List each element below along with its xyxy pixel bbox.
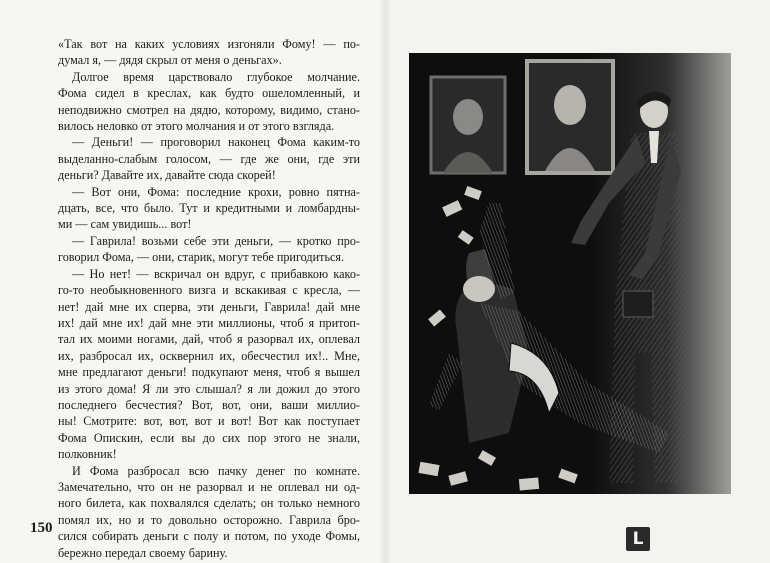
book-gutter bbox=[378, 0, 392, 563]
text-line: помял их, но и то довольно осторожно. Гаврила бро- bbox=[58, 512, 360, 527]
text-line: нет! дай мне их сперва, эти деньги, Гаврила! дай мне bbox=[58, 299, 360, 314]
text-line: мне предлагают деньги! подкупают меня, чтоб я вышел bbox=[58, 365, 360, 380]
page-text bbox=[58, 36, 360, 561]
text-line: полковник! bbox=[58, 447, 117, 462]
text-line: из этого дома! Я ли это слышал? я ли дожил до этого bbox=[58, 381, 360, 396]
text-line: выделанно-слабым голосом, — где же они, где эти bbox=[58, 151, 360, 166]
text-line: — Деньги! — проговорил наконец Фома каким-то bbox=[72, 135, 360, 150]
text-line: последнего бесчестия? Вот, вот, они, ваши миллио- bbox=[58, 397, 360, 412]
text-line: — Вот они, Фома: последние крохи, ровно пятна- bbox=[72, 184, 360, 199]
text-line: неподвижно смотрел на дядю, которому, видимо, стано- bbox=[58, 102, 360, 117]
text-line: го-то необыкновенного визга и вскакивая с кресла, — bbox=[58, 283, 360, 298]
page-number: 150 bbox=[30, 520, 53, 536]
side-box bbox=[623, 291, 653, 317]
text-line: «Так вот на каких условиях изгоняли Фому! — по- bbox=[58, 37, 360, 51]
text-line: — Но нет! — вскричал он вдруг, с прибавкою како- bbox=[72, 266, 360, 281]
portrait-frame-left bbox=[431, 77, 505, 173]
engraving-drawing bbox=[409, 53, 731, 494]
text-line: сился собирать деньги с полу и потом, по уходе Фомы, bbox=[58, 529, 360, 544]
text-line: Фома сидел в креслах, как будто ошеломленный, и bbox=[58, 86, 360, 101]
text-line: Долгое время царствовало глубокое молчание. bbox=[72, 69, 360, 84]
text-line: Фома Опискин, если вы до сих пор этого не знали, bbox=[58, 430, 360, 445]
text-line: Замечательно, что он не разорвал и не оплевал ни од- bbox=[58, 479, 360, 494]
text-line: тал их моими ногами, дай, чтоб я разорвал их, оплевал bbox=[58, 332, 360, 347]
text-line: И Фома разбросал всю пачку денег по комнате. bbox=[72, 463, 360, 478]
portrait-frame-right bbox=[527, 61, 613, 173]
text-line: ного билета, как похвалялся сделать; он только немного bbox=[58, 496, 360, 511]
text-line: говорил Фома, — они, старик, могут тебе пригодиться. bbox=[58, 250, 345, 265]
text-line: их, разбросал их, осквернил их, обесчестил их!.. Мне, bbox=[58, 348, 360, 363]
text-line: деньги? Давайте их, давайте сюда скорей! bbox=[58, 168, 276, 183]
engraving-illustration bbox=[409, 53, 731, 494]
text-line: ны! Смотрите: вот, вот, вот и вот! Вот как поступает bbox=[58, 414, 360, 429]
text-line: думал я, — дядя скрыл от меня о деньгах». bbox=[58, 53, 282, 68]
text-line: ми — сам увидишь... вот! bbox=[58, 217, 192, 232]
text-line: дцать, все, что было. Тут и кредитными и ломбардны- bbox=[58, 201, 360, 216]
text-line: их! дай мне их! дай мне эти миллионы, чтоб я притоп- bbox=[58, 315, 360, 330]
publisher-logo-icon: L bbox=[626, 527, 650, 551]
text-line: бережно передал своему барину. bbox=[58, 545, 228, 560]
text-line: — Гаврила! возьми себе эти деньги, — кротко про- bbox=[72, 233, 360, 248]
text-line: вилось неловко от этого молчания и от этого взгляда. bbox=[58, 119, 335, 134]
